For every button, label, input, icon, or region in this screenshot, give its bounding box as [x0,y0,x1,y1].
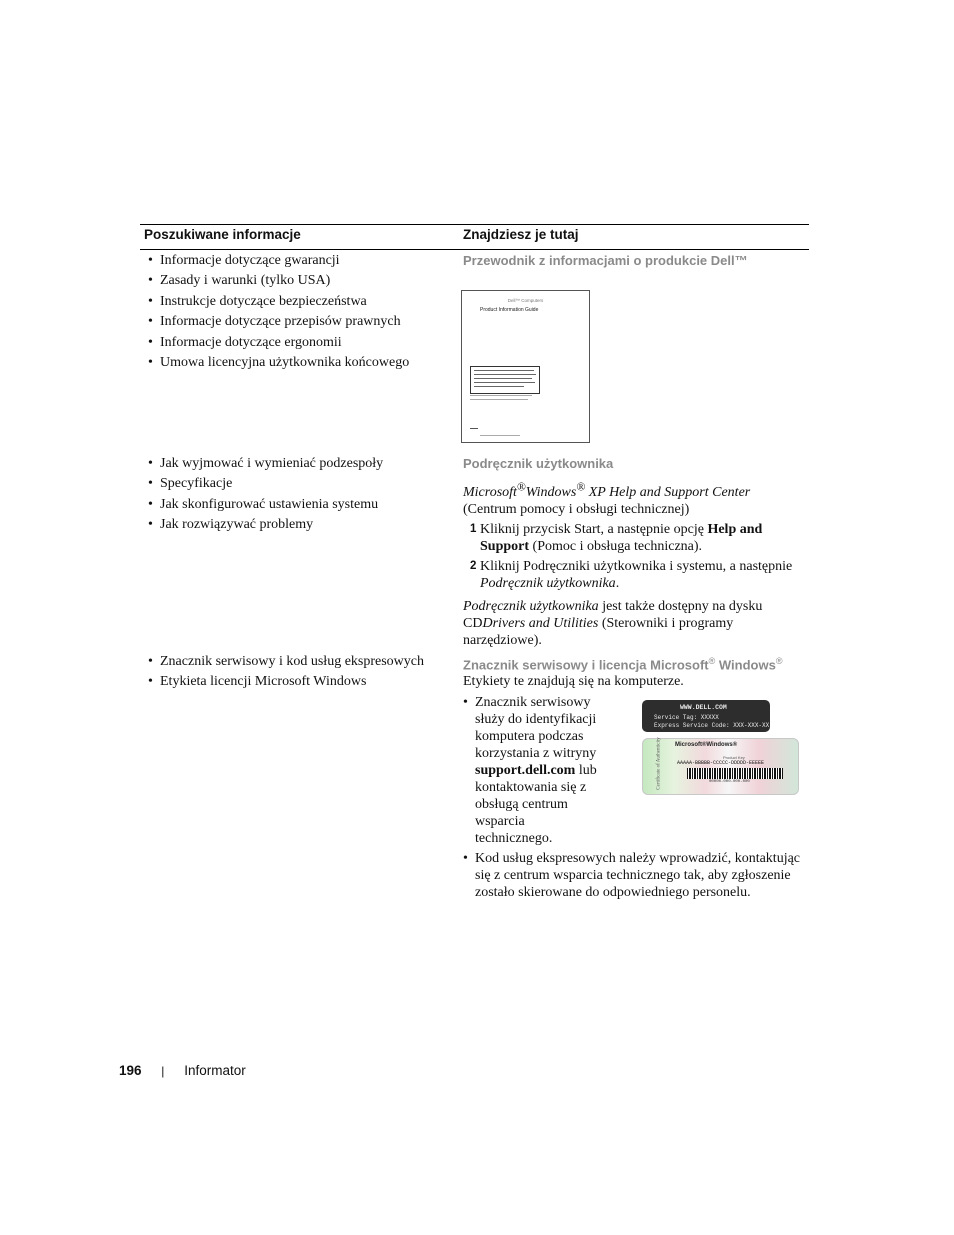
service-tag-title: Znacznik serwisowy i licencja Microsoft® Windows® [463,656,783,673]
user-guide-note: Podręcznik użytkownika jest także dostępny na dysku CDDrivers and Utilities (Sterowniki i programy narzędziowe). [463,598,763,648]
list-item: • Informacje dotyczące przepisów prawnych [148,313,448,330]
table-top-rule [140,224,809,225]
header-bottom-rule [140,249,809,250]
help-center-translation: (Centrum pomocy i obsługi technicznej) [463,501,690,517]
page-footer [119,1063,246,1078]
service-tag-label [642,700,770,732]
header-right: Znajdziesz je tutaj [463,227,579,242]
windows-license-label [642,738,799,795]
coa-serial: 00000-000-000-000 [709,780,750,784]
step-2: 2 Kliknij Podręczniki użytkownika i systemu, a następnie Podręcznik użytkownika. [470,558,793,591]
list-item: • Jak skonfigurować ustawienia systemu [148,496,448,513]
row2-right [463,455,808,649]
tag-service: Service Tag: XXXXX [654,714,719,721]
list-item: • Specyfikacje [148,475,448,492]
row1-right [463,252,808,269]
coa-barcode [687,768,783,779]
row2-left [148,455,448,537]
product-guide-thumbnail [461,290,590,443]
row3-left [148,653,448,694]
step-1: 1 Kliknij przycisk Start, a następnie opcję Help and Support (Pomoc i obsługa techniczna). [470,521,763,554]
guide-brand: Dell™ Computers [507,298,544,303]
footer-section: Informator [184,1063,246,1078]
help-center-line: Microsoft®Windows® XP Help and Support Center [463,480,751,500]
list-item: • Zasady i warunki (tylko USA) [148,272,448,289]
page-number: 196 [119,1063,142,1078]
footer-separator: | [161,1064,165,1078]
coa-key: AAAAA-BBBBB-CCCCC-DDDDD-EEEEE [677,760,765,766]
row1-left [148,252,448,374]
list-item: • Znacznik serwisowy służy do identyfikacji komputera podczas korzystania z witryny support.dell.com lub kontaktowania się z obsługą centrum wsparcia technicznego. [463,694,603,847]
coa-side: Certificate of Authenticity [656,737,662,790]
tag-express: Express Service Code: XXX-XXX-XX [654,722,770,729]
labels-intro: Etykiety te znajdują się na komputerze. [463,674,684,690]
product-guide-title: Przewodnik z informacjami o produkcie Dell™ [463,253,748,268]
coa-product: Product Key [723,755,745,760]
list-item: • Instrukcje dotyczące bezpieczeństwa [148,293,448,310]
header-left: Poszukiwane informacje [144,227,301,242]
list-item: • Umowa licencyjna użytkownika końcowego [148,354,448,371]
guide-warning-box [470,366,540,394]
tag-site: WWW.DELL.COM [680,704,727,711]
user-guide-title: Podręcznik użytkownika [463,456,614,471]
list-item: • Kod usług ekspresowych należy wprowadzić, kontaktując się z centrum wsparcia technicznego tak, aby zgłoszenie zostało skierowane do odpowiedniego personelu. [463,850,803,901]
list-item: • Informacje dotyczące gwarancji [148,252,448,269]
list-item: • Etykieta licencji Microsoft Windows [148,673,448,690]
coa-brand: Microsoft®Windows® [675,742,738,748]
list-item: • Jak rozwiązywać problemy [148,516,448,533]
guide-title: Product Information Guide [480,307,539,313]
list-item: • Informacje dotyczące ergonomii [148,334,448,351]
list-item: • Znacznik serwisowy i kod usług ekspresowych [148,653,448,670]
list-item: • Jak wyjmować i wymieniać podzespoły [148,455,448,472]
